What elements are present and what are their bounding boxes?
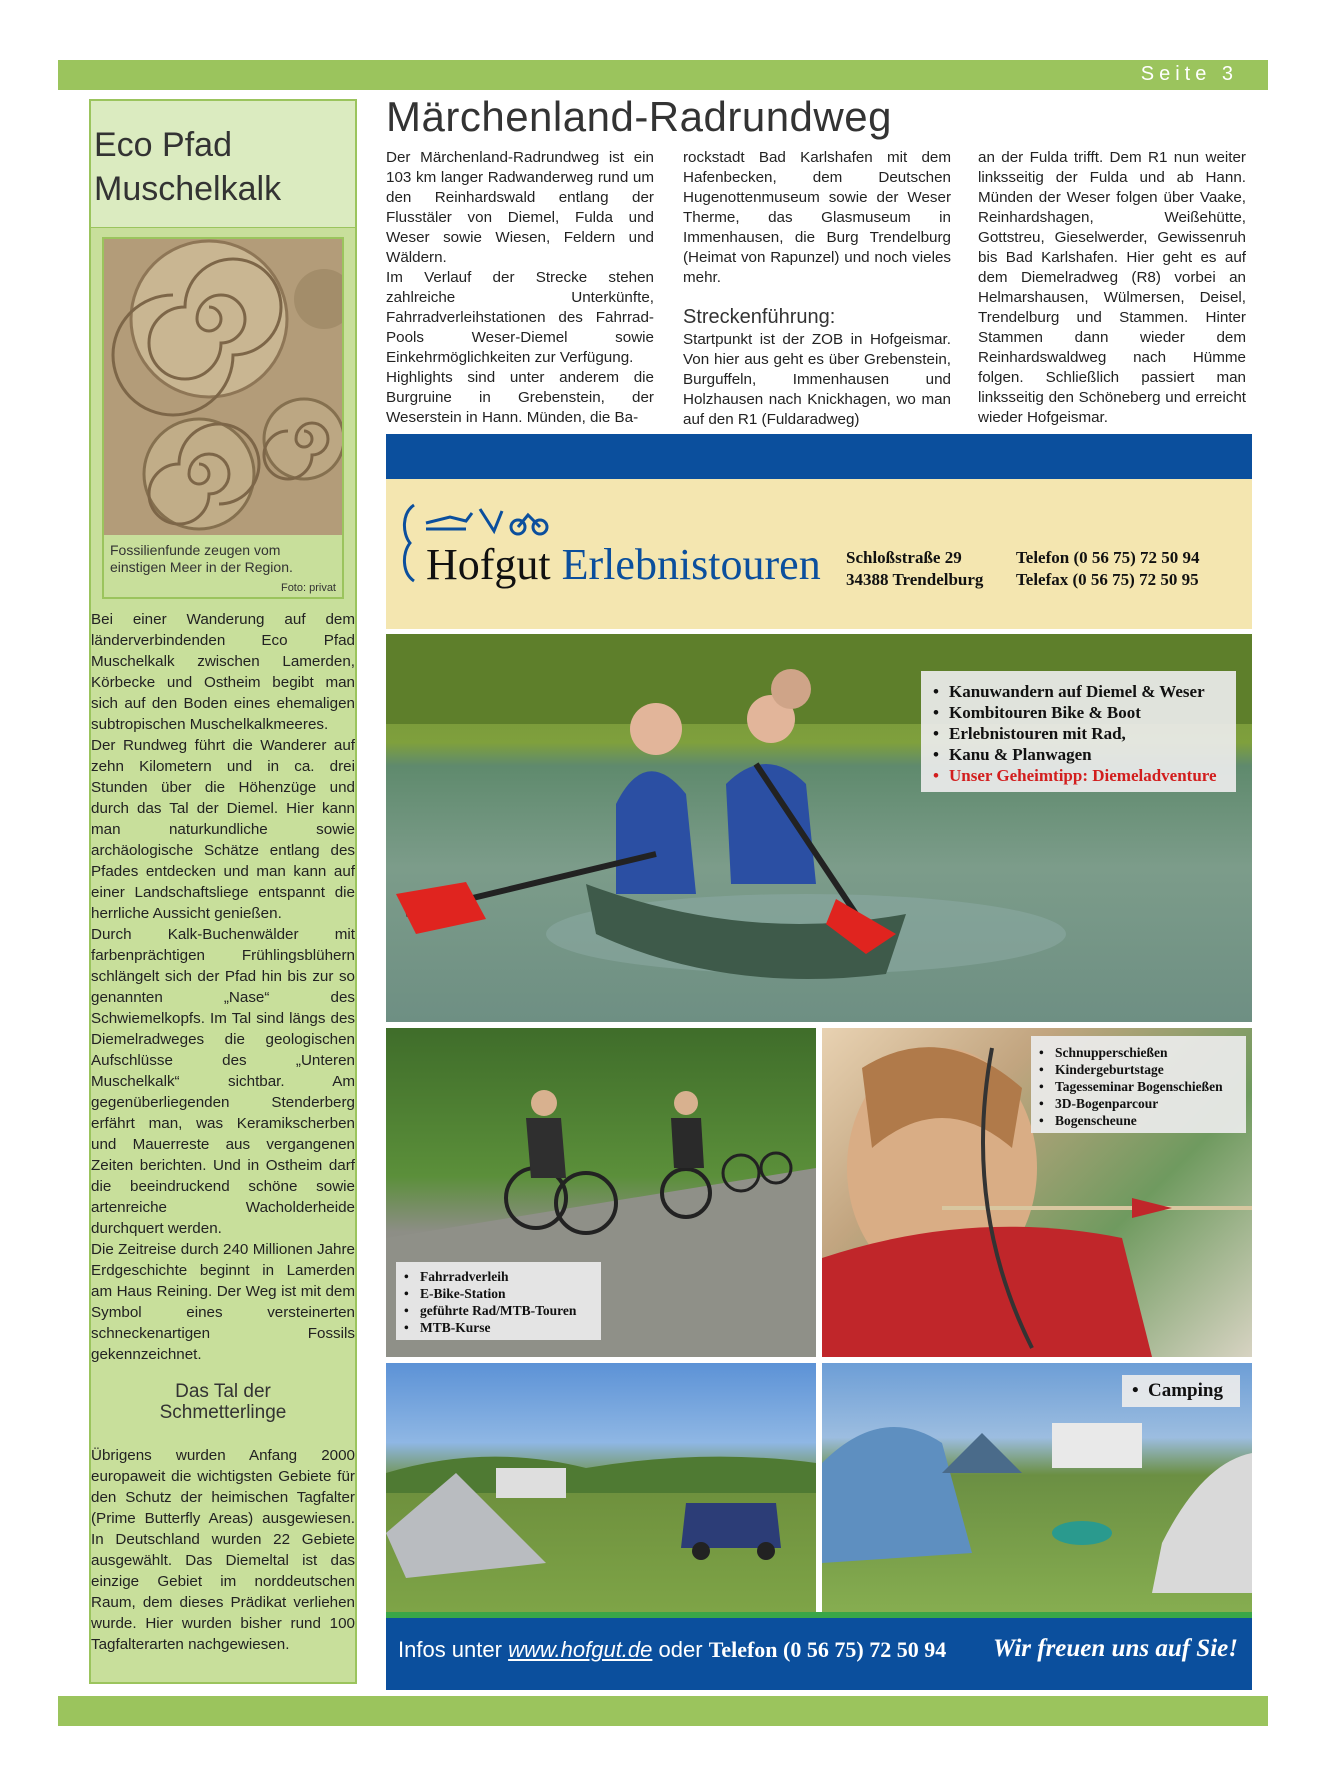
logo-bracket-icon [398,503,418,583]
offer-item: • Erlebnistouren mit Rad, [931,723,1228,744]
address-city: 34388 Trendelburg [846,570,984,589]
offer-item: • Kombitouren Bike & Boot [931,702,1228,723]
article-paragraph: Highlights sind unter anderem die Burgruine in Grebenstein, der Weserstein in Hann. Münden, die Ba- [386,369,654,426]
article-column-1 [386,148,654,428]
article-column-2 [683,148,951,430]
sidebar-body [91,609,355,1655]
offer-item: • E-Bike-Station [402,1285,595,1302]
fax-number: Telefax (0 56 75) 72 50 95 [1016,570,1199,589]
offer-item: • 3D-Bogenparcour [1037,1095,1240,1112]
article-paragraph: Der Märchenland-Radrundweg ist ein 103 km langer Radwanderweg rund um den Reinhardswald entlang der Flusstäler von Diemel, Fulda und Weser sowie Wiesen, Feldern und Wäldern. [386,149,654,266]
logo-text [426,539,821,590]
footer-slogan: Wir freuen uns auf Sie! [993,1635,1238,1662]
sidebar-paragraph: Bei einer Wanderung auf dem länderverbindenden Eco Pfad Muschelkalk zwischen Lamerden, Körbecke und Ostheim begibt man sich auf den Boden eines ehemaligen subtropischen Muschelkalkmeeres. [91,611,355,733]
sidebar-paragraph-last: Übrigens wurden Anfang 2000 europaweit die wichtigsten Gebiete für den Schutz der heimischen Tagfalter (Prime Butterfly Areas) ausgewiesen. In Deutschland wurden 22 Gebiete ausgewählt. Das Diemeltal ist das einzige Gebiet im norddeutschen Raum, dem dieses Prädikat verliehen wurde. Hier wurden bisher rund 100 Tagfalterarten nachgewiesen. [91,1447,355,1653]
sidebar-header [91,101,355,228]
photo-caption: Fossilienfunde zeugen vom einstigen Meer in der Region. [110,542,293,575]
archery-offers-list [1031,1036,1246,1133]
page-number: Seite 3 [1140,63,1238,85]
sidebar-paragraph: Die Zeitreise durch 240 Millionen Jahre Erdgeschichte beginnt in Lamerden am Haus Reining. Der Weg ist mit dem Symbol eines versteinerten schneckenartigen Fossils gekennzeichnet. [91,1241,355,1363]
offer-item-continued [931,744,1228,765]
address-street: Schloßstraße 29 [846,548,962,567]
offer-item: • Tagesseminar Bogenschießen [1037,1078,1240,1095]
sidebar-title-line2: Muschelkalk [94,170,282,208]
bottom-bar [58,1696,1268,1726]
offer-item-text: Kanu & Planwagen [949,745,1092,764]
bike-offers-list [396,1262,601,1340]
hofgut-advertisement [386,434,1252,1690]
article-subheading: Streckenführung: [683,306,836,328]
offer-item: • Fahrradverleih [402,1268,595,1285]
sidebar-eco-pfad [89,99,357,1684]
sidebar-paragraph: Der Rundweg führt die Wanderer auf zehn Kilometern und in ca. drei Stunden über die Höhenzüge und durch das Tal der Diemel. Hier kann man naturkundliche sowie archäologische Schätze entlang des Pfades entdecken und man kann auf einer Landschaftsliege entspannt die herrliche Aussicht genießen. [91,737,355,922]
footer-phone: Telefon (0 56 75) 72 50 94 [708,1637,947,1662]
article-paragraph: rockstadt Bad Karlshafen mit dem Hafenbecken, dem Deutschen Hugenottenmuseum sowie der Weser Therme, das Glasmuseum in Immenhausen, die Burg Trendelburg (Heimat von Rapunzel) und noch vieles mehr. [683,149,951,286]
photo-credit: Foto: privat [280,582,336,594]
ad-top-band [386,434,1252,479]
offer-item: • Kindergeburtstage [1037,1061,1240,1078]
camping-label-box [1122,1375,1240,1407]
ad-address [846,547,983,591]
subheading-line1: Das Tal der [175,1381,271,1402]
sidebar-title-line1: Eco Pfad [94,126,232,164]
logo-word-erlebnistouren: Erlebnistouren [561,540,821,589]
article-column-3 [978,148,1246,428]
offer-item: • Schnupperschießen [1037,1044,1240,1061]
photo-caption-area [104,535,342,597]
phone-number: Telefon (0 56 75) 72 50 94 [1016,548,1200,567]
sidebar-paragraph: Durch Kalk-Buchenwälder mit farbenprächtigen Frühlingsblühern schlängelt sich der Pfad hin bis zur so genannten „Nase“ des Schwiemelkopfs. Im Tal sind längs des Diemelradweges die geologischen Aufschlüsse des „Unteren Muschelkalk“ sichtbar. Am gegenüberliegenden Stenderberg erfährt man, was Keramikscherben und Mauerreste aus vergangenen Zeiten berichten. Und in Ostheim darf die beeindruckend schöne sowie artenreiche Wacholderheide durchquert werden. [91,926,355,1237]
footer-prefix: Infos unter [398,1637,502,1662]
footer-middle: oder [658,1637,703,1662]
fossil-photo [104,239,342,535]
sidebar-subheading [91,1381,355,1423]
offer-item: • geführte Rad/MTB-Touren [402,1302,595,1319]
canoe-offers-list [921,671,1236,792]
camping-photo-left [386,1363,816,1612]
camping-label: • Camping [1130,1379,1232,1403]
article-title: Märchenland-Radrundweg [386,93,892,140]
article-paragraph: an der Fulda trifft. Dem R1 nun weiter linksseitig der Fulda und ab Hann. Münden der Weser folgen über Vaake, Reinhardshagen, Weißehütte, Gottstreu, Gieselwerder, Gewissenruh bis Bad Karlshafen. Hier geht es auf dem Diemelradweg (R8) vorbei an Helmarshausen, Wülmersen, Deisel, Trendelburg und Stammen. Hinter Stammen dann wieder dem Reinhardswaldweg nach Hümme folgen. Schließlich passiert man linksseitig den Schöneberg und erreicht wieder Hofgeismar. [978,149,1246,426]
ad-footer [386,1618,1252,1690]
offer-tip: • Unser Geheimtipp: Diemeladventure [931,765,1228,786]
logo-word-hofgut: Hofgut [426,540,551,589]
article-paragraph: Startpunkt ist der ZOB in Hofgeismar. Von hier aus geht es über Grebenstein, Burguffeln, Immenhausen und Holzhausen nach Knickhagen, wo man auf den R1 (Fuldaradweg) [683,331,951,428]
top-bar [58,60,1268,90]
footer-info [398,1637,946,1663]
ad-phones [1016,547,1200,591]
hofgut-website-link[interactable]: www.hofgut.de [508,1637,653,1662]
fossil-photo-box [102,237,344,599]
offer-item: • MTB-Kurse [402,1319,595,1336]
offer-item: • Bogenscheune [1037,1112,1240,1129]
subheading-line2: Schmetterlinge [159,1402,287,1423]
article-paragraph: Im Verlauf der Strecke stehen zahlreiche Unterkünfte, Fahrradverleihstationen des Fahrrad-Pools Weser-Diemel sowie Einkehrmöglichkeiten zur Verfügung. [386,269,654,366]
offer-item: • Kanuwandern auf Diemel & Weser [931,681,1228,702]
ad-header [386,479,1252,629]
